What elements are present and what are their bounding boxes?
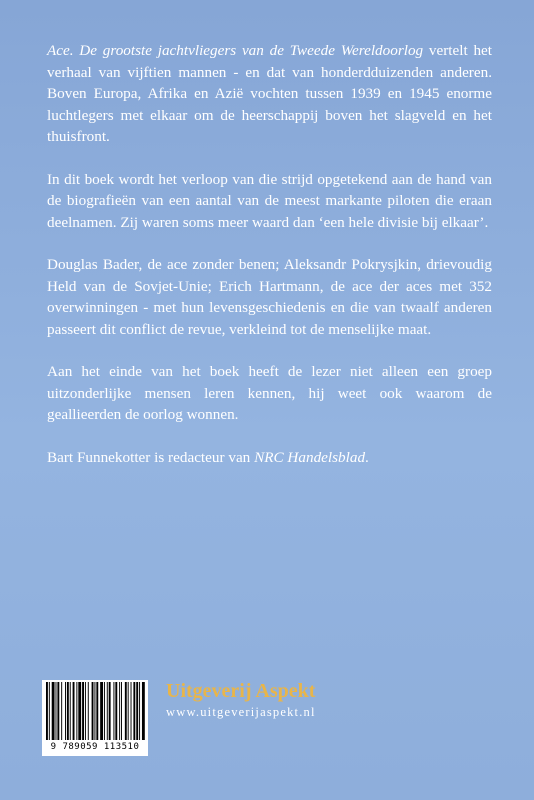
barcode-bar xyxy=(85,682,86,740)
barcode-bar xyxy=(56,682,57,740)
barcode-bar xyxy=(131,682,132,740)
author-note xyxy=(47,447,492,469)
barcode-bar xyxy=(96,682,98,740)
barcode-bar xyxy=(82,682,84,740)
barcode-bar xyxy=(115,682,117,740)
barcode-bar xyxy=(142,682,145,740)
barcode-bar xyxy=(52,682,55,740)
isbn-barcode xyxy=(42,680,148,756)
barcode-bar xyxy=(100,682,103,740)
book-title: Ace. De grootste jachtvliegers van de Tweede Wereldoorlog xyxy=(47,42,424,59)
barcode-bar xyxy=(61,682,62,740)
barcode-bar xyxy=(57,682,59,740)
barcode-bar xyxy=(133,682,135,740)
barcode-bar xyxy=(125,682,127,740)
barcode-bar xyxy=(136,682,138,740)
author-note-text: Bart Funnekotter is redacteur van xyxy=(47,448,255,466)
barcode-bar xyxy=(113,682,114,740)
barcode-bar xyxy=(67,682,69,740)
author-note-end: . xyxy=(365,448,369,466)
barcode-bar xyxy=(121,682,122,740)
blurb-paragraph-1 xyxy=(47,40,492,148)
barcode-bar xyxy=(139,682,140,740)
barcode-bar xyxy=(46,682,48,740)
barcode-bar xyxy=(109,682,111,740)
barcode-bar xyxy=(88,682,89,740)
barcode-bars xyxy=(44,682,146,742)
publisher-name: Uitgeverij Aspekt xyxy=(166,680,316,702)
blurb-paragraph-1-rest: vertelt het verhaal van vijftien mannen - en dat van honderdduizenden anderen. Boven Europa, Afrika en Azië vochten tussen 1939 en 1945 enorme luchtlegers met elkaar om de heerschappij boven het slagveld en het thuisfront. xyxy=(47,42,492,145)
blurb-paragraph-3: Douglas Bader, de ace zonder benen; Aleksandr Pokrysjkin, drievoudig Held van de Sovjet-Unie; Erich Hartmann, de ace der aces met 352 overwinningen - met hun levensgeschiedenis en die van twaalf anderen passeert dit conflict de revue, verkleind tot de menselijke maat. xyxy=(47,256,492,338)
barcode-bar xyxy=(94,682,95,740)
barcode-bar xyxy=(65,682,66,740)
barcode-bar xyxy=(78,682,81,740)
blurb-paragraph-4: Aan het einde van het boek heeft de lezer niet alleen een groep uitzonderlijke mensen leren kennen, hij weet ook waarom de geallieerden de oorlog wonnen. xyxy=(47,363,492,423)
blurb-paragraph-2: In dit boek wordt het verloop van die strijd opgetekend aan de hand van de biografieën van een aantal van de meest markante piloten die eraan deelnamen. Zij waren soms meer waard dan ‘een hele divisie bij elkaar’. xyxy=(47,170,492,231)
barcode-bar xyxy=(119,682,120,740)
barcode-bar xyxy=(70,682,71,740)
barcode-bar xyxy=(49,682,50,740)
barcode-bar xyxy=(73,682,75,740)
barcode-bar xyxy=(76,682,77,740)
newspaper-name: NRC Handelsblad xyxy=(254,448,366,466)
publisher-url: www.uitgeverijaspekt.nl xyxy=(166,705,316,719)
barcode-bar xyxy=(104,682,105,740)
barcode-bar xyxy=(92,682,94,740)
isbn-digits: 9 789059 113510 xyxy=(50,742,140,752)
blurb-text xyxy=(47,40,492,489)
barcode-bar xyxy=(128,682,129,740)
barcode-bar xyxy=(107,682,108,740)
